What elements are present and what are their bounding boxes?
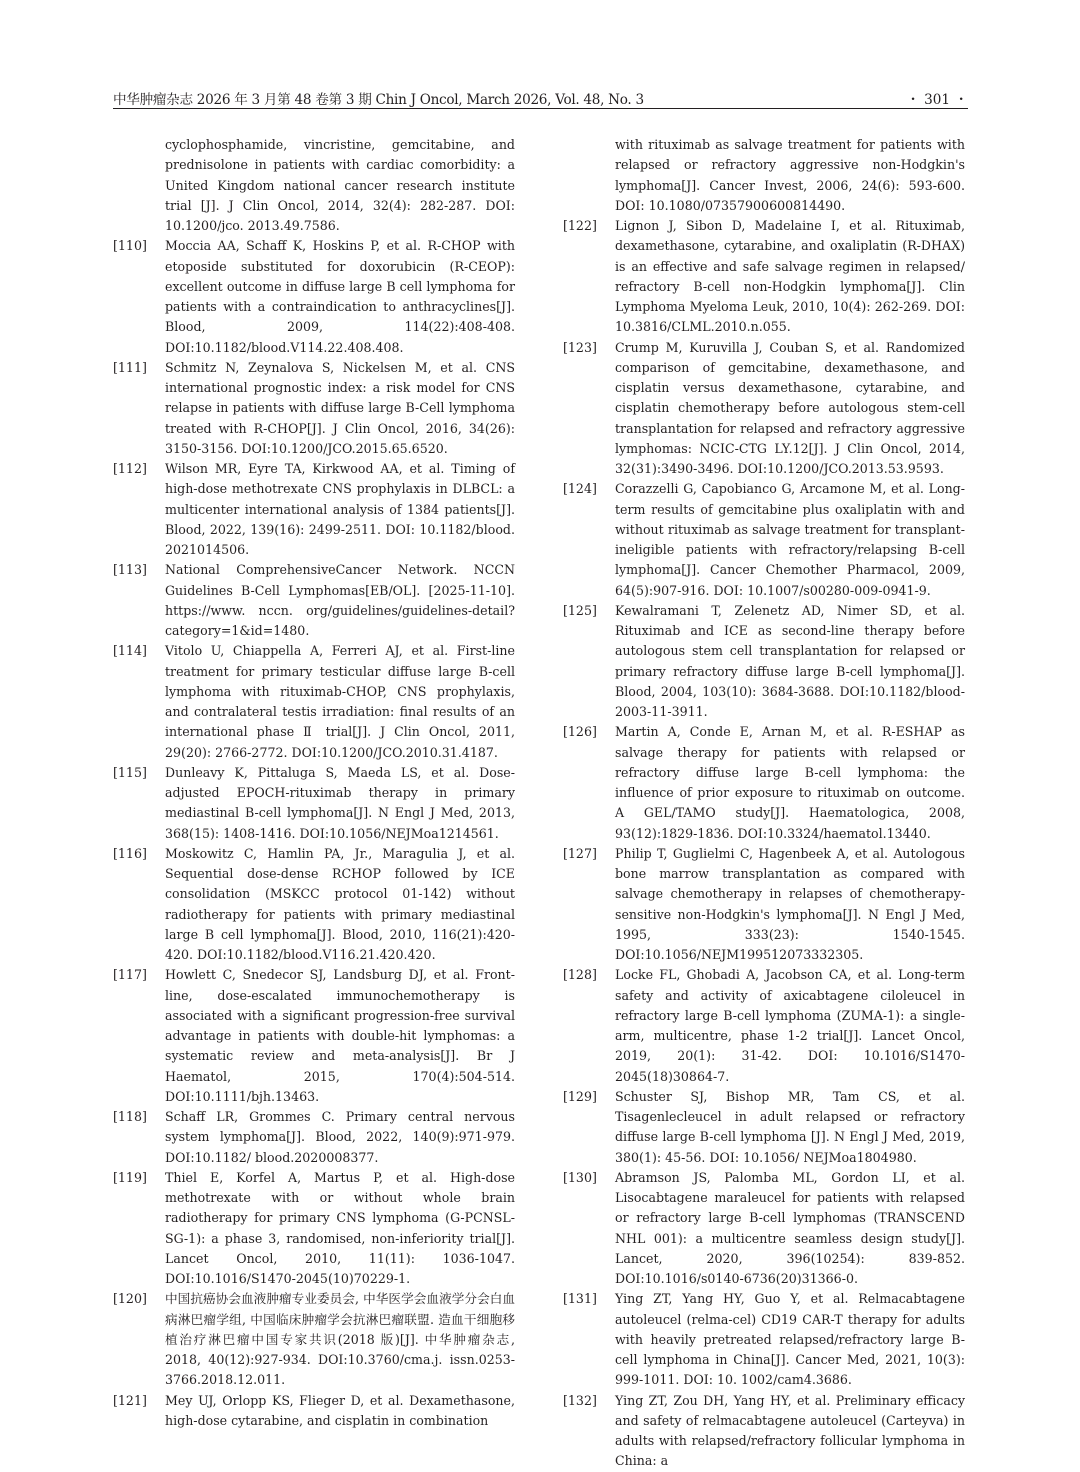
reference-text: Abramson JS, Palomba ML, Gordon LI, et al. Lisocabtagene maraleucel for patients with relapsed or refractory large B-cell lymphomas (TRANSCEND NHL 001): a multicentre seamless design study[J]. Lancet, 2020, 396(10254): 839-852. DOI:10.1016/s0140-6736(20)31366-0. [615,1169,965,1286]
reference-entry [113,1289,515,1390]
reference-text: Martin A, Conde E, Arnan M, et al. R-ESHAP as salvage therapy for patients with relapsed or refractory diffuse large B-cell lymphoma: the influence of prior exposure to rituximab on outcome. A GEL/TAMO study[J]. Haematologica, 2008, 93(12):1829-1836. DOI:10.3324/haematol.13440. [615,724,965,841]
reference-number: [120] [113,1291,147,1307]
reference-text: Moskowitz C, Hamlin PA, Jr., Maragulia J, et al. Sequential dose-dense RCHOP followed by ICE consolidation (MSKCC protocol 01-142) without radiotherapy for patients with primary mediastinal large B cell lymphoma[J]. Blood, 2010, 116(21):420-420. DOI:10.1182/blood.V116.21.420.420. [165,845,515,962]
reference-entry [563,844,965,966]
reference-entry [563,1289,965,1390]
page-number: ・ 301 ・ [906,92,968,108]
reference-entry [563,601,965,723]
reference-text: 中国抗癌协会血液肿瘤专业委员会, 中华医学会血液学分会白血病淋巴瘤学组, 中国临床肿瘤学会抗淋巴瘤联盟. 造血干细胞移植治疗淋巴瘤中国专家共识(2018 版)[J]. 中华肿瘤杂志, 2018, 40(12):927-934. DOI:10.3760/cma.j. issn.0253-3766.2018.12.011. [165,1291,515,1388]
reference-number: [122] [563,218,597,233]
reference-number: [125] [563,602,597,618]
reference-entry [113,1107,515,1168]
reference-entry [563,1087,965,1168]
reference-number: [128] [563,967,597,983]
reference-text: cyclophosphamide, vincristine, gemcitabine, and prednisolone in patients with cardiac comorbidity: a United Kingdom national cancer research institute trial [J]. J Clin Oncol, 2014, 32(4): 282-287. DOI: 10.1200/jco. 2013.49.7586. [165,137,515,233]
journal-citation: 中华肿瘤杂志 2026 年 3 月第 48 卷第 3 期 Chin J Oncol, March 2026, Vol. 48, No. 3 [113,92,644,108]
reference-text: Thiel E, Korfel A, Martus P, et al. High-dose methotrexate with or without whole brain radiotherapy for primary CNS lymphoma (G-PCNSL-SG-1): a phase 3, randomised, non-inferiority trial[J]. Lancet Oncol, 2010, 11(11): 1036-1047. DOI:10.1016/S1470-2045(10)70229-1. [165,1169,515,1286]
reference-entry [113,560,515,641]
reference-entry [563,722,965,844]
reference-text: Vitolo U, Chiappella A, Ferreri AJ, et al. First-line treatment for primary testicular diffuse large B-cell lymphoma with rituximab-CHOP, CNS prophylaxis, and contralateral testis irradiation: final results of an international phase Ⅱ trial[J]. J Clin Oncol, 2011, 29(20): 2766-2772. DOI:10.1200/JCO.2010.31.4187. [165,643,515,760]
reference-entry [113,965,515,1107]
reference-number: [112] [113,461,147,476]
reference-number: [115] [113,764,147,780]
reference-number: [114] [113,643,147,659]
reference-text: Mey UJ, Orlopp KS, Flieger D, et al. Dexamethasone, high-dose cytarabine, and cisplatin in combination [165,1392,515,1428]
reference-text: Schuster SJ, Bishop MR, Tam CS, et al. Tisagenlecleucel in adult relapsed or refractory diffuse large B-cell lymphoma [J]. N Engl J Med, 2019, 380(1): 45-56. DOI: 10.1056/ NEJMoa1804980. [615,1088,965,1165]
reference-text: Moccia AA, Schaff K, Hoskins P, et al. R-CHOP with etoposide substituted for doxorubicin (R-CEOP): excellent outcome in diffuse large B cell lymphoma for patients with a contraindication to anthracyclines[J]. Blood, 2009, 114(22):408-408. DOI:10.1182/blood.V114.22.408.408. [165,238,515,355]
reference-entry [113,1168,515,1290]
reference-number: [131] [563,1291,597,1307]
reference-entry [113,236,515,358]
reference-number: [118] [113,1109,147,1124]
reference-entry [563,479,965,601]
reference-number: [111] [113,359,147,375]
reference-text: Schaff LR, Grommes C. Primary central nervous system lymphoma[J]. Blood, 2022, 140(9):971-979. DOI:10.1182/ blood.2020008377. [165,1109,515,1165]
reference-number: [119] [113,1169,147,1185]
reference-entry [563,1391,965,1472]
reference-number: [127] [563,845,597,861]
reference-continuation [563,135,965,216]
reference-text: National ComprehensiveCancer Network. NCCN Guidelines B-Cell Lymphomas[EB/OL]. [2025-11-10]. https://www. nccn. org/guidelines/guidelines-detail? category=1&id=1480. [165,562,515,638]
reference-entry [563,338,965,480]
reference-text: Schmitz N, Zeynalova S, Nickelsen M, et al. CNS international prognostic index: a risk model for CNS relapse in patients with diffuse large B-Cell lymphoma treated with R-CHOP[J]. J Clin Oncol, 2016, 34(26): 3150-3156. DOI:10.1200/JCO.2015.65.6520. [165,359,515,456]
reference-text: Ying ZT, Yang HY, Guo Y, et al. Relmacabtagene autoleucel (relma-cel) CD19 CAR-T therapy for adults with heavily pretreated relapsed/refractory large B-cell lymphoma in China[J]. Cancer Med, 2021, 10(3): 999-1011. DOI: 10. 1002/cam4.3686. [615,1291,965,1388]
reference-entry [563,1168,965,1290]
reference-text: Howlett C, Snedecor SJ, Landsburg DJ, et al. Front-line, dose-escalated immunochemotherapy is associated with a significant progression-free survival advantage in patients with double-hit lymphomas: a systematic review and meta-analysis[J]. Br J Haematol, 2015, 170(4):504-514. DOI:10.1111/bjh.13463. [165,967,515,1104]
reference-text: with rituximab as salvage treatment for patients with relapsed or refractory aggressive non-Hodgkin's lymphoma[J]. Cancer Invest, 2006, 24(6): 593-600. DOI: 10.1080/07357900600814490. [615,137,965,213]
reference-entry [563,216,965,338]
reference-number: [123] [563,339,597,355]
reference-number: [113] [113,562,147,578]
reference-text: Locke FL, Ghobadi A, Jacobson CA, et al. Long-term safety and activity of axicabtagene ciloleucel in refractory large B-cell lymphoma (ZUMA-1): a single-arm, multicentre, phase 1-2 trial[J]. Lancet Oncol, 2019, 20(1): 31-42. DOI: 10.1016/S1470-2045(18)30864-7. [615,967,965,1084]
reference-number: [121] [113,1392,147,1408]
reference-entry [563,965,965,1087]
reference-number: [126] [563,724,597,740]
reference-entry [113,358,515,459]
reference-text: Ying ZT, Zou DH, Yang HY, et al. Preliminary efficacy and safety of relmacabtagene autoleucel (Carteyva) in adults with relapsed/refractory follicular lymphoma in China: a [615,1392,965,1469]
reference-entry [113,641,515,763]
reference-number: [110] [113,238,147,254]
left-column [113,135,515,1431]
reference-text: Crump M, Kuruvilla J, Couban S, et al. Randomized comparison of gemcitabine, dexamethasone, and cisplatin versus dexamethasone, cytarabine, and cisplatin chemotherapy before autologous stem-cell transplantation for relapsed and refractory aggressive lymphomas: NCIC-CTG LY.12[J]. J Clin Oncol, 2014, 32(31):3490-3496. DOI:10.1200/JCO.2013.53.9593. [615,339,965,476]
reference-entry [113,1391,515,1432]
reference-number: [130] [563,1169,597,1185]
header-rule [113,108,968,109]
reference-entry [113,844,515,966]
right-column [563,135,965,1472]
reference-text: Kewalramani T, Zelenetz AD, Nimer SD, et al. Rituximab and ICE as second-line therapy before autologous stem cell transplantation for relapsed or primary refractory diffuse large B-cell lymphoma[J]. Blood, 2004, 103(10): 3684-3688. DOI:10.1182/blood-2003-11-3911. [615,602,965,719]
reference-number: [117] [113,967,147,983]
reference-text: Philip T, Guglielmi C, Hagenbeek A, et al. Autologous bone marrow transplantation as compared with salvage chemotherapy in relapses of chemotherapy-sensitive non-Hodgkin's lymphoma[J]. N Engl J Med, 1995, 333(23): 1540-1545. DOI:10.1056/NEJM199512073332305. [615,845,965,962]
reference-number: [132] [563,1392,597,1408]
reference-number: [116] [113,845,147,861]
reference-entry [113,763,515,844]
reference-continuation [113,135,515,236]
reference-text: Corazzelli G, Capobianco G, Arcamone M, et al. Long-term results of gemcitabine plus oxaliplatin with and without rituximab as salvage treatment for transplant-ineligible patients with refractory/relapsing B-cell lymphoma[J]. Cancer Chemother Pharmacol, 2009, 64(5):907-916. DOI: 10.1007/s00280-009-0941-9. [615,481,965,598]
reference-text: Dunleavy K, Pittaluga S, Maeda LS, et al. Dose-adjusted EPOCH-rituximab therapy in primary mediastinal B-cell lymphoma[J]. N Engl J Med, 2013, 368(15): 1408-1416. DOI:10.1056/NEJMoa1214561. [165,764,515,841]
reference-text: Wilson MR, Eyre TA, Kirkwood AA, et al. Timing of high-dose methotrexate CNS prophylaxis in DLBCL: a multicenter international analysis of 1384 patients[J]. Blood, 2022, 139(16): 2499-2511. DOI: 10.1182/blood. 2021014506. [165,461,515,557]
reference-entry [113,459,515,560]
reference-number: [129] [563,1088,597,1104]
reference-number: [124] [563,481,597,497]
running-header [113,88,968,108]
reference-text: Lignon J, Sibon D, Madelaine I, et al. Rituximab, dexamethasone, cytarabine, and oxaliplatin (R-DHAX) is an effective and safe salvage regimen in relapsed/ refractory B-cell non-Hodgkin lymphoma[J]. Clin Lymphoma Myeloma Leuk, 2010, 10(4): 262-269. DOI: 10.3816/CLML.2010.n.055. [615,218,965,335]
